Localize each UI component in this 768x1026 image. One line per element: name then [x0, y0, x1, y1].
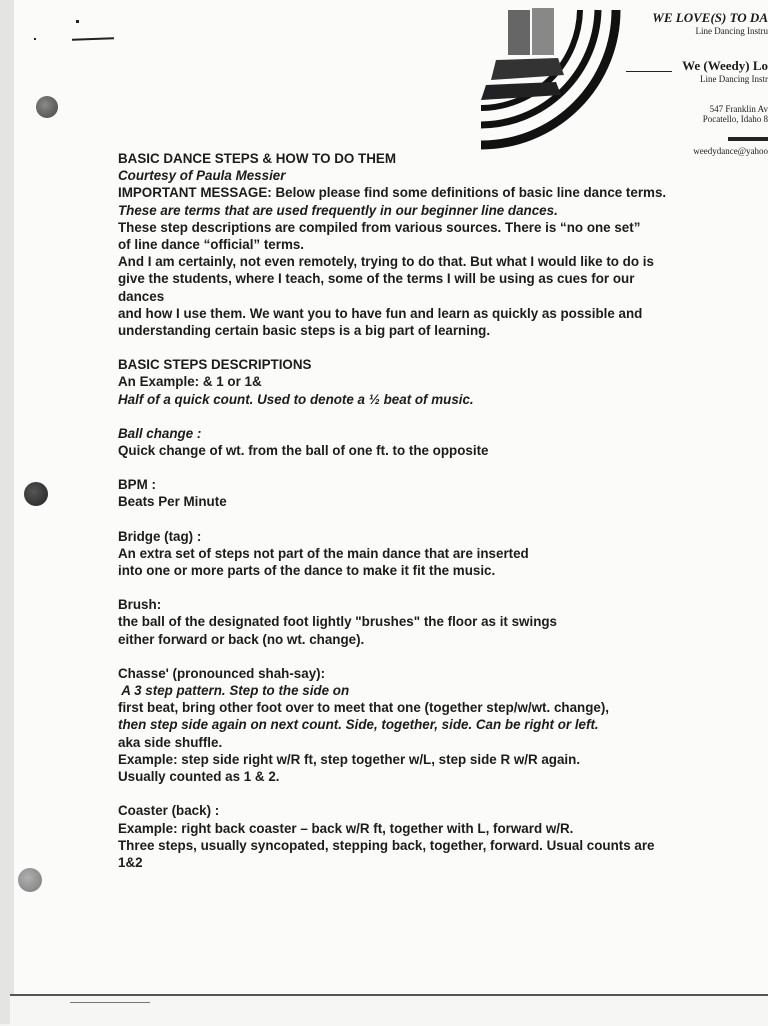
term-bpm-line: Beats Per Minute [118, 494, 227, 510]
binder-hole-middle [24, 482, 48, 506]
next-page-edge [10, 994, 768, 1026]
intro-line: give the students, where I teach, some of the terms I will be using as cues for our [118, 271, 635, 287]
example-label: An Example: & 1 or 1& [118, 374, 262, 390]
term-chasse-line: Usually counted as 1 & 2. [118, 769, 280, 785]
document-courtesy: Courtesy of Paula Messier [118, 168, 286, 184]
term-chasse-line: then step side again on next count. Side, together, side. Can be right or left. [118, 717, 599, 733]
term-chasse-line: aka side shuffle. [118, 734, 223, 750]
binder-hole-bottom [18, 868, 42, 892]
term-bridge-title: Bridge (tag) : [118, 528, 202, 544]
pen-line [626, 71, 672, 72]
section-title: BASIC STEPS DESCRIPTIONS [118, 357, 312, 373]
document-body [118, 150, 728, 871]
term-coaster-line: 1&2 [118, 854, 143, 870]
term-coaster-line: Three steps, usually syncopated, stepping back, together, forward. Usual counts are [118, 837, 655, 853]
term-bpm-title: BPM : [118, 477, 156, 493]
binder-hole-top [36, 96, 58, 118]
letterhead-line1: WE LOVE(S) TO DA [652, 10, 768, 25]
intro-line: These are terms that are used frequently in our beginner line dances. [118, 202, 558, 218]
term-coaster-line: Example: right back coaster – back w/R ft, together with L, forward w/R. [118, 820, 574, 836]
intro-line: These step descriptions are compiled from various sources. There is “no one set” [118, 219, 641, 235]
pen-dot [34, 38, 36, 40]
letterhead [652, 10, 768, 156]
letterhead-address1: 547 Franklin Av [709, 104, 768, 114]
intro-line: And I am certainly, not even remotely, trying to do that. But what I would like to do is [118, 254, 654, 270]
example-text: Half of a quick count. Used to denote a ½ beat of music. [118, 391, 474, 407]
intro-line: and how I use them. We want you to have fun and learn as quickly as possible and [118, 305, 643, 321]
term-ball-change-line: Quick change of wt. from the ball of one ft. to the opposite [118, 443, 489, 459]
phone-redacted [728, 137, 768, 141]
term-coaster-title: Coaster (back) : [118, 803, 220, 819]
pen-mark [72, 37, 114, 40]
intro-line: understanding certain basic steps is a big part of learning. [118, 323, 491, 339]
letterhead-line1-sub: Line Dancing Instru [695, 26, 768, 36]
pen-mark [70, 1002, 150, 1003]
term-chasse-line: first beat, bring other foot over to meet that one (together step/w/wt. change), [118, 700, 610, 716]
term-chasse-title: Chasse' (pronounced shah-say): [118, 665, 326, 681]
scanned-page [14, 0, 768, 995]
intro-line: dances [118, 288, 165, 304]
intro-line: of line dance “official” terms. [118, 237, 305, 253]
boots-logo [476, 0, 626, 150]
term-bridge-line: into one or more parts of the dance to make it fit the music. [118, 563, 496, 579]
letterhead-email: weedydance@yahoo [693, 146, 768, 156]
term-chasse-line: Example: step side right w/R ft, step together w/L, step side R w/R again. [118, 751, 581, 767]
document-title: BASIC DANCE STEPS & HOW TO DO THEM [118, 151, 396, 166]
intro-line: IMPORTANT MESSAGE: Below please find some definitions of basic line dance terms. [118, 185, 667, 201]
term-brush-line: either forward or back (no wt. change). [118, 631, 365, 647]
letterhead-line2: We (Weedy) Lo [682, 58, 768, 73]
letterhead-line2-sub: Line Dancing Instr [700, 74, 768, 84]
term-ball-change-title: Ball change : [118, 425, 202, 441]
term-bridge-line: An extra set of steps not part of the main dance that are inserted [118, 545, 529, 561]
pen-dot [76, 20, 79, 23]
term-brush-line: the ball of the designated foot lightly "brushes" the floor as it swings [118, 614, 558, 630]
page-left-edge [0, 0, 14, 1024]
letterhead-address2: Pocatello, Idaho 8 [702, 114, 768, 124]
term-brush-title: Brush: [118, 597, 162, 613]
term-chasse-line: A 3 step pattern. Step to the side on [118, 683, 350, 699]
